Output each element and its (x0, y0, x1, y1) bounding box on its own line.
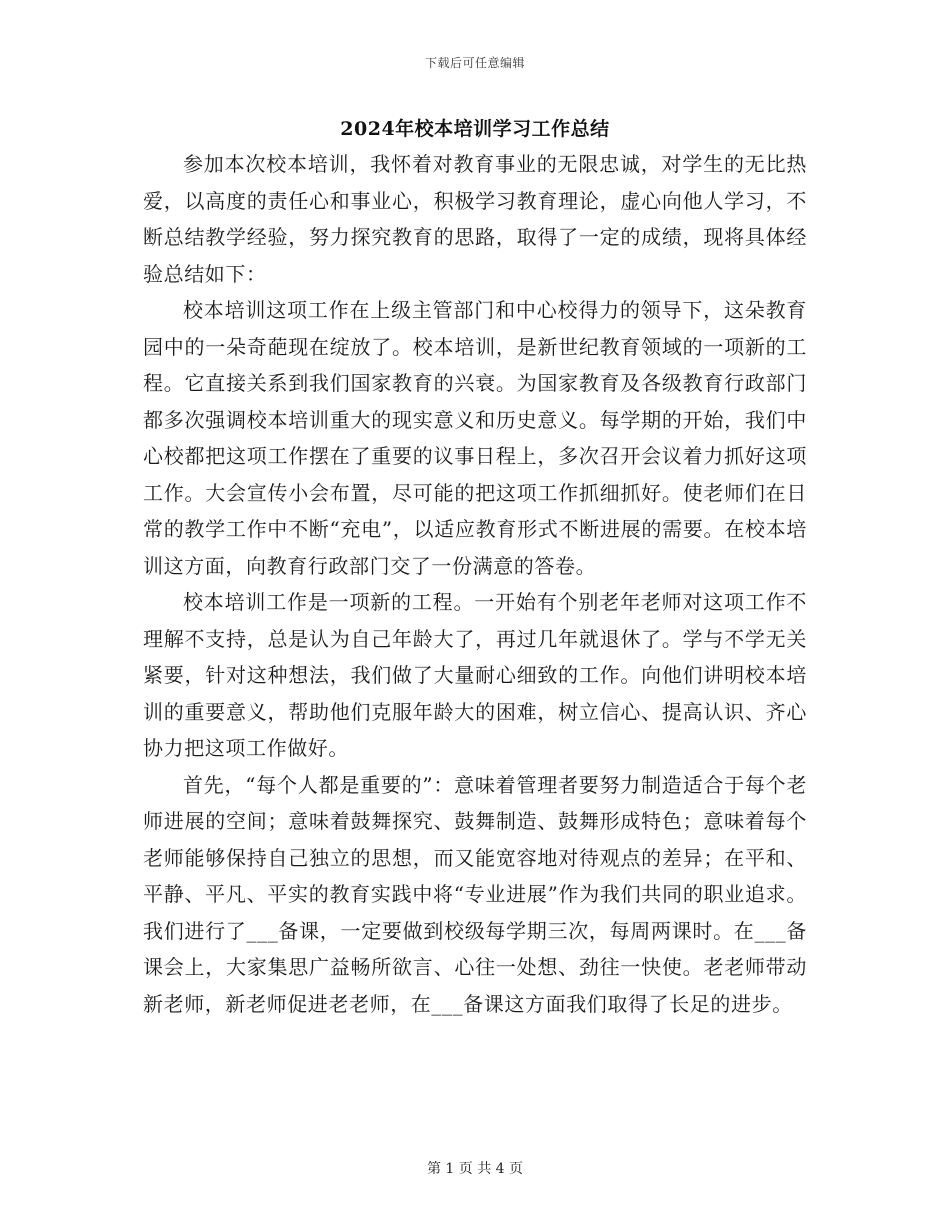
page-header-note: 下载后可任意编辑 (424, 56, 525, 70)
paragraph-intro: 参加本次校本培训，我怀着对教育事业的无限忠诚，对学生的无比热爱，以高度的责任心和事业心，积极学习教育理论，虚心向他人学习，不断总结教学经验，努力探究教育的思路，取得了一定的成绩，现将具体经验总结如下： (143, 152, 807, 286)
paragraph-new-project: 校本培训工作是一项新的工程。一开始有个别老年老师对这项工作不理解不支持，总是认为自己年龄大了，再过几年就退休了。学与不学无关紧要，针对这种想法，我们做了大量耐心细致的工作。向他们讲明校本培训的重要意义，帮助他们克服年龄大的困难，树立信心、提高认识、齐心协力把这项工作做好。 (143, 590, 807, 760)
paragraph-training-overview: 校本培训这项工作在上级主管部门和中心校得力的领导下，这朵教育园中的一朵奇葩现在绽放了。校本培训，是新世纪教育领域的一项新的工程。它直接关系到我们国家教育的兴衰。为国家教育及各级教育行政部门都多次强调校本培训重大的现实意义和历史意义。每学期的开始，我们中心校都把这项工作摆在了重要的议事日程上，多次召开会议着力抓好这项工作。大会宣传小会布置，尽可能的把这项工作抓细抓好。使老师们在日常的教学工作中不断“充电”，以适应教育形式不断进展的需要。在校本培训这方面，向教育行政部门交了一份满意的答卷。 (143, 298, 807, 578)
page-number-footer: 第 1 页 共 4 页 (426, 1161, 524, 1177)
paragraph-everyone-important: 首先，“每个人都是重要的”：意味着管理者要努力制造适合于每个老师进展的空间；意味着鼓舞探究、鼓舞制造、鼓舞形成特色；意味着每个老师能够保持自己独立的思想，而又能宽容地对待观点的差异；在平和、平静、平凡、平实的教育实践中将“专业进展”作为我们共同的职业追求。我们进行了___备课，一定要做到校级每学期三次，每周两课时。在___备课会上，大家集思广益畅所欲言、心往一处想、劲往一快使。老老师带动新老师，新老师促进老老师，在___备课这方面我们取得了长足的进步。 (143, 772, 807, 1016)
document-body (143, 146, 807, 1022)
document-title: 2024年校本培训学习工作总结 (340, 118, 610, 140)
